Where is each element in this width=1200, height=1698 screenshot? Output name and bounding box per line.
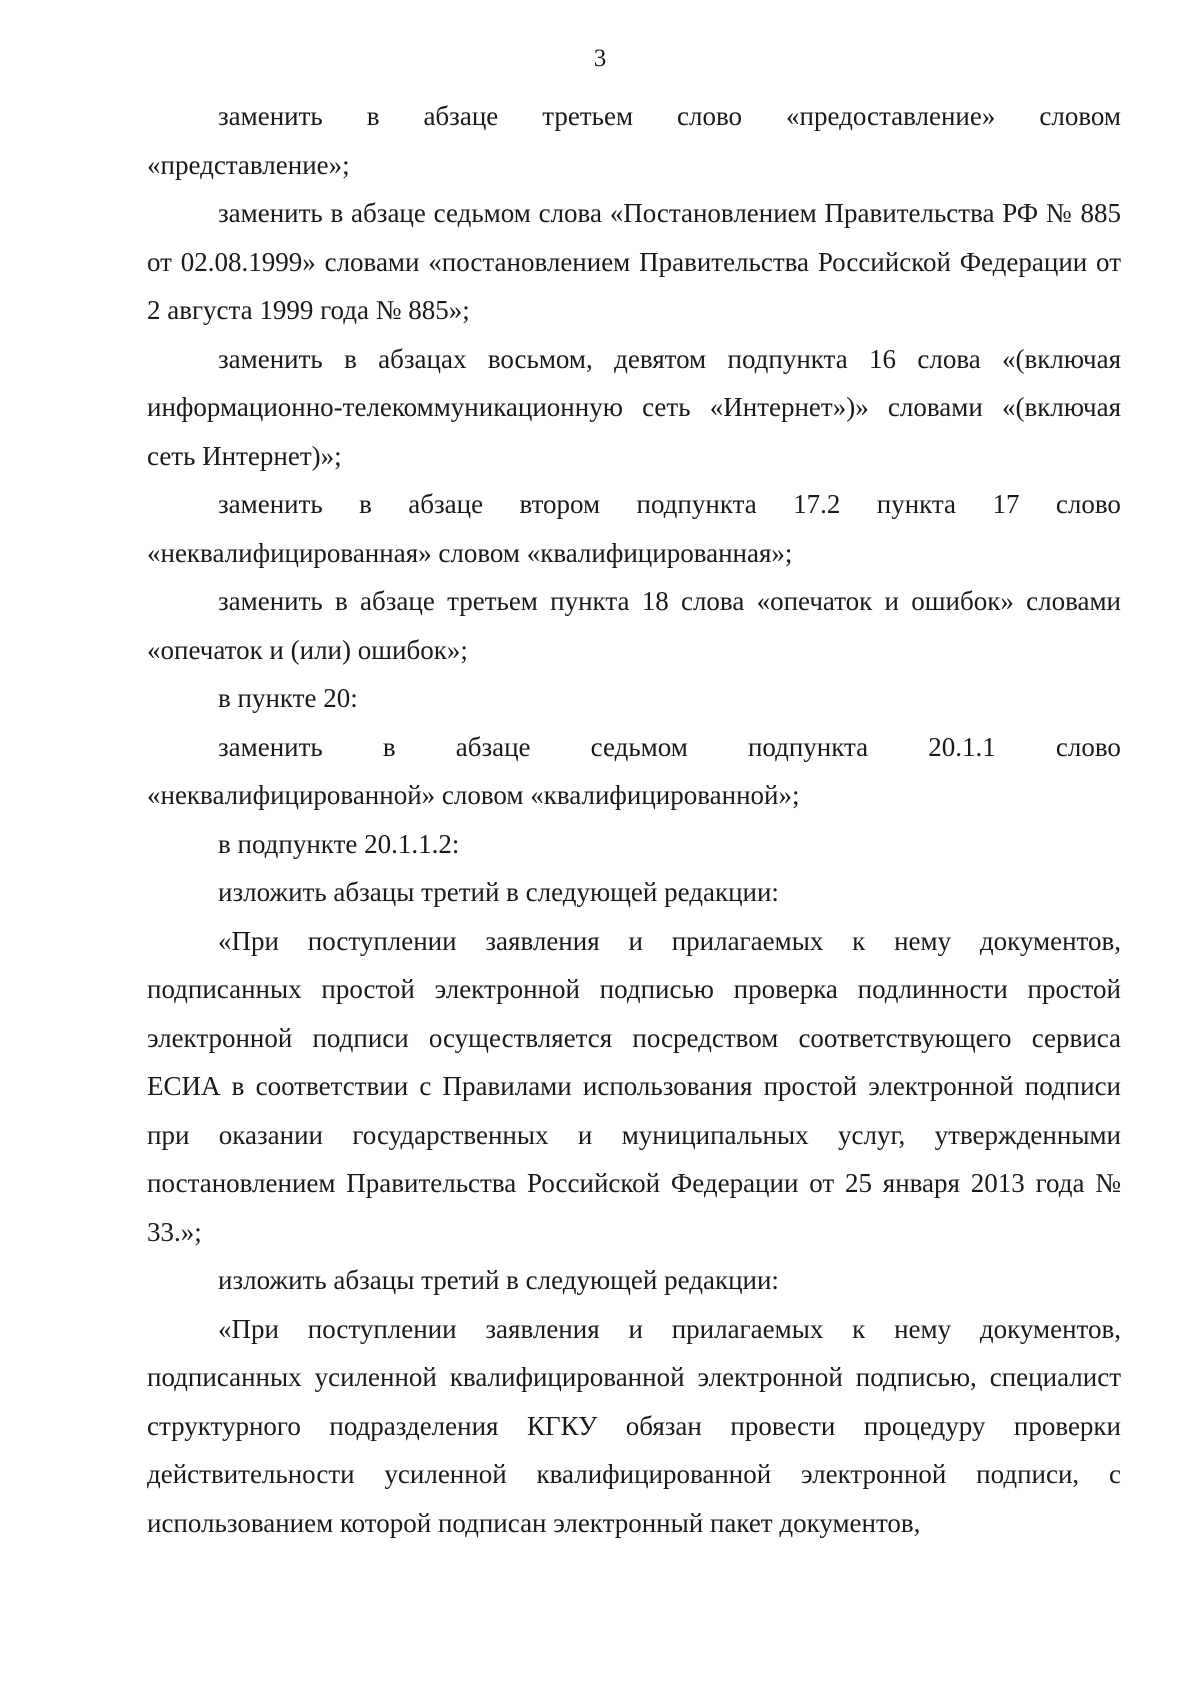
paragraph-subclause-17-2 [147,480,1121,577]
word: в [366,101,380,131]
paragraph-state-edition-1: изложить абзацы третий в следующей редакции: [218,877,779,907]
word: слово [1055,489,1121,519]
paragraph-internet: заменить в абзацах восьмом, девятом подпункта 16 слова «(включая информационно-телекоммуникационную сеть «Интернет»)» словами «(включая сеть Интернет)»; [147,343,1121,471]
word: втором [519,489,601,519]
word: абзаце [423,101,499,131]
word: седьмом [590,731,688,762]
paragraph-clause-18: заменить в абзаце третьем пункта 18 слова «опечаток и ошибок» словами «опечаток и (или) ошибок»; [147,586,1121,665]
paragraph-simple-signature: «При поступлении заявления и прилагаемых к нему документов, подписанных простой электронной подписью проверка подлинности простой электронной подписи осуществляется посредством соответствующего сервиса ЕСИА в соответствии с Правилами использования простой электронной подписи при оказании государственных и муниципальных услуг, утвержденными постановлением Правительства Российской Федерации от 25 января 2013 года № 33.»; [147,925,1121,1247]
word: подпункта [636,489,757,519]
paragraph-continuation: «неквалифицированной» словом «квалифицированной»; [147,780,800,810]
paragraph-clause-20: в пункте 20: [218,683,358,713]
word: 17.2 [793,489,841,519]
word: слово [677,101,743,131]
justified-line [147,480,1121,529]
word: абзаце [455,731,531,762]
paragraph-subclause-20-1-1-2: в подпункте 20.1.1.2: [218,828,460,859]
word: слово [1055,731,1121,762]
word: третьем [542,101,634,131]
paragraph-resolution-885: заменить в абзаце седьмом слова «Постановлением Правительства РФ № 885 от 02.08.1999» словами «постановлением Правительства Российской Федерации от 2 августа 1999 года № 885»; [147,198,1121,325]
word: 17 [992,489,1020,519]
justified-line [147,723,1121,772]
justified-line [147,92,1121,141]
paragraph-replace-word-provision [147,92,1121,189]
word: в [359,489,372,519]
word: абзаце [408,489,484,519]
document-body [147,92,1121,1547]
word: 20.1.1 [928,731,996,762]
word: заменить [218,101,323,131]
word: заменить [218,731,323,762]
paragraph-continuation: «представление»; [147,149,350,180]
word: пункта [876,489,957,519]
word: словом [1039,101,1121,131]
word: «предоставление» [786,101,996,131]
word: заменить [218,489,323,519]
paragraph-subclause-20-1-1 [147,723,1121,820]
paragraph-state-edition-2: изложить абзацы третий в следующей редакции: [218,1265,779,1295]
word: подпункта [747,731,869,762]
paragraph-continuation: «неквалифицированная» словом «квалифицированная»; [147,537,793,568]
page-number: 3 [593,45,607,72]
word: в [382,731,396,762]
paragraph-qualified-signature: «При поступлении заявления и прилагаемых к нему документов, подписанных усиленной квалифицированной электронной подписью, специалист структурного подразделения КГКУ обязан провести процедуру проверки действительности усиленной квалифицированной электронной подписи, с использованием которой подписан электронный пакет документов, [147,1313,1121,1538]
